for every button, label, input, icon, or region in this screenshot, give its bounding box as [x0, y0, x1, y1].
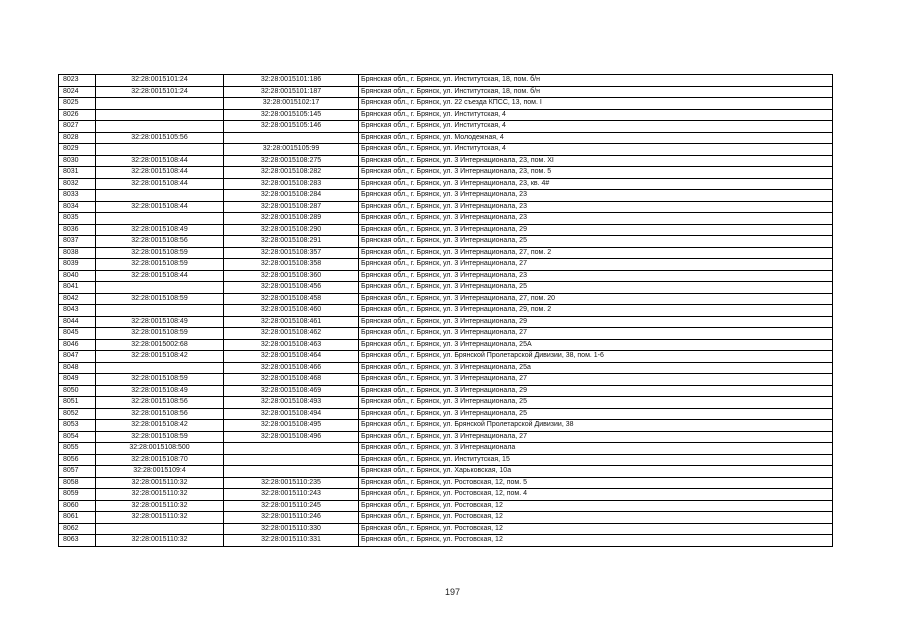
parent-cadastral-number-cell: 32:28:0015108:59: [96, 259, 224, 271]
address-cell: Брянская обл., г. Брянск, ул. Ростовская, 12, пом. 4: [359, 489, 833, 501]
address-cell: Брянская обл., г. Брянск, ул. Ростовская, 12: [359, 523, 833, 535]
parent-cadastral-number-cell: [96, 144, 224, 156]
parent-cadastral-number-cell: 32:28:0015108:59: [96, 374, 224, 386]
address-cell: Брянская обл., г. Брянск, ул. Институтская, 18, пом. б/н: [359, 86, 833, 98]
parent-cadastral-number-cell: [96, 98, 224, 110]
registry-table: [58, 74, 833, 547]
table-row: [59, 523, 833, 535]
address-cell: Брянская обл., г. Брянск, ул. 3 Интернационала, 27: [359, 328, 833, 340]
cadastral-number-cell: [224, 454, 359, 466]
table-row: [59, 443, 833, 455]
address-cell: Брянская обл., г. Брянск, ул. 3 Интернационала, 27, пом. 2: [359, 247, 833, 259]
address-cell: Брянская обл., г. Брянск, ул. 3 Интернационала, 27: [359, 431, 833, 443]
table-row: [59, 328, 833, 340]
parent-cadastral-number-cell: 32:28:0015108:49: [96, 316, 224, 328]
parent-cadastral-number-cell: [96, 213, 224, 225]
parent-cadastral-number-cell: 32:28:0015108:56: [96, 236, 224, 248]
row-number-cell: 8047: [59, 351, 96, 363]
address-cell: Брянская обл., г. Брянск, ул. Институтская, 18, пом. б/н: [359, 75, 833, 87]
cadastral-number-cell: 32:28:0015108:289: [224, 213, 359, 225]
row-number-cell: 8053: [59, 420, 96, 432]
parent-cadastral-number-cell: [96, 190, 224, 202]
row-number-cell: 8039: [59, 259, 96, 271]
row-number-cell: 8031: [59, 167, 96, 179]
table-row: [59, 86, 833, 98]
table-row: [59, 259, 833, 271]
cadastral-number-cell: 32:28:0015108:461: [224, 316, 359, 328]
parent-cadastral-number-cell: 32:28:0015108:59: [96, 247, 224, 259]
cadastral-number-cell: 32:28:0015102:17: [224, 98, 359, 110]
table-row: [59, 489, 833, 501]
table-row: [59, 155, 833, 167]
cadastral-number-cell: 32:28:0015110:245: [224, 500, 359, 512]
parent-cadastral-number-cell: 32:28:0015110:32: [96, 489, 224, 501]
cadastral-number-cell: 32:28:0015108:283: [224, 178, 359, 190]
address-cell: Брянская обл., г. Брянск, ул. Харьковская, 10а: [359, 466, 833, 478]
cadastral-number-cell: 32:28:0015108:358: [224, 259, 359, 271]
cadastral-number-cell: 32:28:0015108:494: [224, 408, 359, 420]
row-number-cell: 8062: [59, 523, 96, 535]
row-number-cell: 8044: [59, 316, 96, 328]
parent-cadastral-number-cell: 32:28:0015108:44: [96, 167, 224, 179]
address-cell: Брянская обл., г. Брянск, ул. Ростовская, 12: [359, 500, 833, 512]
cadastral-number-cell: 32:28:0015108:458: [224, 293, 359, 305]
parent-cadastral-number-cell: 32:28:0015108:42: [96, 420, 224, 432]
cadastral-number-cell: 32:28:0015108:291: [224, 236, 359, 248]
address-cell: Брянская обл., г. Брянск, ул. 3 Интернационала, 25А: [359, 339, 833, 351]
table-row: [59, 512, 833, 524]
row-number-cell: 8046: [59, 339, 96, 351]
cadastral-number-cell: 32:28:0015108:469: [224, 385, 359, 397]
address-cell: Брянская обл., г. Брянск, ул. Институтская, 4: [359, 109, 833, 121]
cadastral-number-cell: 32:28:0015108:468: [224, 374, 359, 386]
cadastral-number-cell: 32:28:0015101:187: [224, 86, 359, 98]
table-row: [59, 282, 833, 294]
cadastral-number-cell: [224, 132, 359, 144]
parent-cadastral-number-cell: 32:28:0015110:32: [96, 535, 224, 547]
table-row: [59, 397, 833, 409]
row-number-cell: 8042: [59, 293, 96, 305]
row-number-cell: 8054: [59, 431, 96, 443]
row-number-cell: 8049: [59, 374, 96, 386]
cadastral-number-cell: 32:28:0015108:460: [224, 305, 359, 317]
cadastral-number-cell: 32:28:0015108:495: [224, 420, 359, 432]
row-number-cell: 8060: [59, 500, 96, 512]
address-cell: Брянская обл., г. Брянск, ул. 3 Интернационала: [359, 443, 833, 455]
cadastral-number-cell: 32:28:0015105:146: [224, 121, 359, 133]
address-cell: Брянская обл., г. Брянск, ул. Институтская, 4: [359, 144, 833, 156]
parent-cadastral-number-cell: 32:28:0015101:24: [96, 86, 224, 98]
address-cell: Брянская обл., г. Брянск, ул. 3 Интернационала, 27: [359, 374, 833, 386]
cadastral-number-cell: 32:28:0015108:284: [224, 190, 359, 202]
row-number-cell: 8024: [59, 86, 96, 98]
address-cell: Брянская обл., г. Брянск, ул. 3 Интернационала, 23: [359, 213, 833, 225]
table-row: [59, 535, 833, 547]
cadastral-number-cell: 32:28:0015108:290: [224, 224, 359, 236]
table-row: [59, 178, 833, 190]
cadastral-number-cell: 32:28:0015110:330: [224, 523, 359, 535]
row-number-cell: 8058: [59, 477, 96, 489]
cadastral-number-cell: 32:28:0015108:287: [224, 201, 359, 213]
address-cell: Брянская обл., г. Брянск, ул. 3 Интернационала, 23, кв. 4#: [359, 178, 833, 190]
cadastral-number-cell: 32:28:0015108:282: [224, 167, 359, 179]
parent-cadastral-number-cell: [96, 121, 224, 133]
parent-cadastral-number-cell: 32:28:0015109:4: [96, 466, 224, 478]
table-row: [59, 247, 833, 259]
cadastral-number-cell: 32:28:0015110:331: [224, 535, 359, 547]
page-number: 197: [444, 587, 461, 597]
row-number-cell: 8030: [59, 155, 96, 167]
address-cell: Брянская обл., г. Брянск, ул. 3 Интернационала, 29: [359, 224, 833, 236]
parent-cadastral-number-cell: 32:28:0015108:59: [96, 293, 224, 305]
row-number-cell: 8038: [59, 247, 96, 259]
parent-cadastral-number-cell: 32:28:0015105:56: [96, 132, 224, 144]
parent-cadastral-number-cell: 32:28:0015108:56: [96, 397, 224, 409]
parent-cadastral-number-cell: 32:28:0015108:56: [96, 408, 224, 420]
row-number-cell: 8029: [59, 144, 96, 156]
table-row: [59, 339, 833, 351]
table-row: [59, 190, 833, 202]
cadastral-number-cell: 32:28:0015108:493: [224, 397, 359, 409]
row-number-cell: 8048: [59, 362, 96, 374]
parent-cadastral-number-cell: [96, 362, 224, 374]
table-row: [59, 454, 833, 466]
table-row: [59, 121, 833, 133]
parent-cadastral-number-cell: [96, 305, 224, 317]
cadastral-number-cell: 32:28:0015108:360: [224, 270, 359, 282]
row-number-cell: 8045: [59, 328, 96, 340]
row-number-cell: 8027: [59, 121, 96, 133]
table-row: [59, 500, 833, 512]
table-row: [59, 420, 833, 432]
parent-cadastral-number-cell: 32:28:0015108:59: [96, 431, 224, 443]
table-row: [59, 316, 833, 328]
row-number-cell: 8033: [59, 190, 96, 202]
cadastral-number-cell: [224, 443, 359, 455]
table-row: [59, 98, 833, 110]
cadastral-number-cell: 32:28:0015108:496: [224, 431, 359, 443]
table-row: [59, 213, 833, 225]
parent-cadastral-number-cell: 32:28:0015108:70: [96, 454, 224, 466]
row-number-cell: 8025: [59, 98, 96, 110]
cadastral-number-cell: 32:28:0015101:186: [224, 75, 359, 87]
address-cell: Брянская обл., г. Брянск, ул. 3 Интернационала, 27, пом. 20: [359, 293, 833, 305]
row-number-cell: 8051: [59, 397, 96, 409]
row-number-cell: 8023: [59, 75, 96, 87]
row-number-cell: 8028: [59, 132, 96, 144]
address-cell: Брянская обл., г. Брянск, ул. 3 Интернационала, 23: [359, 190, 833, 202]
parent-cadastral-number-cell: 32:28:0015108:42: [96, 351, 224, 363]
cadastral-number-cell: 32:28:0015110:235: [224, 477, 359, 489]
parent-cadastral-number-cell: 32:28:0015108:49: [96, 385, 224, 397]
cadastral-number-cell: 32:28:0015108:466: [224, 362, 359, 374]
address-cell: Брянская обл., г. Брянск, ул. Институтская, 4: [359, 121, 833, 133]
parent-cadastral-number-cell: 32:28:0015108:44: [96, 178, 224, 190]
cadastral-number-cell: 32:28:0015110:246: [224, 512, 359, 524]
address-cell: Брянская обл., г. Брянск, ул. 22 съезда КПСС, 13, пом. I: [359, 98, 833, 110]
parent-cadastral-number-cell: 32:28:0015110:32: [96, 512, 224, 524]
address-cell: Брянская обл., г. Брянск, ул. 3 Интернационала, 23: [359, 201, 833, 213]
address-cell: Брянская обл., г. Брянск, ул. 3 Интернационала, 25а: [359, 362, 833, 374]
address-cell: Брянская обл., г. Брянск, ул. Ростовская, 12: [359, 512, 833, 524]
address-cell: Брянская обл., г. Брянск, ул. Ростовская, 12: [359, 535, 833, 547]
address-cell: Брянская обл., г. Брянск, ул. Ростовская, 12, пом. 5: [359, 477, 833, 489]
cadastral-number-cell: 32:28:0015105:145: [224, 109, 359, 121]
table-row: [59, 385, 833, 397]
table-row: [59, 374, 833, 386]
parent-cadastral-number-cell: [96, 282, 224, 294]
parent-cadastral-number-cell: 32:28:0015108:44: [96, 201, 224, 213]
address-cell: Брянская обл., г. Брянск, ул. Брянской Пролетарской Дивизии, 38: [359, 420, 833, 432]
table-row: [59, 408, 833, 420]
cadastral-number-cell: [224, 466, 359, 478]
parent-cadastral-number-cell: 32:28:0015108:44: [96, 270, 224, 282]
parent-cadastral-number-cell: 32:28:0015108:49: [96, 224, 224, 236]
address-cell: Брянская обл., г. Брянск, ул. 3 Интернационала, 25: [359, 236, 833, 248]
table-row: [59, 351, 833, 363]
cadastral-number-cell: 32:28:0015108:357: [224, 247, 359, 259]
address-cell: Брянская обл., г. Брянск, ул. Брянской Пролетарской Дивизии, 38, пом. 1-6: [359, 351, 833, 363]
cadastral-number-cell: 32:28:0015108:464: [224, 351, 359, 363]
row-number-cell: 8057: [59, 466, 96, 478]
parent-cadastral-number-cell: [96, 523, 224, 535]
table-row: [59, 132, 833, 144]
row-number-cell: 8050: [59, 385, 96, 397]
cadastral-number-cell: 32:28:0015108:456: [224, 282, 359, 294]
parent-cadastral-number-cell: 32:28:0015110:32: [96, 500, 224, 512]
parent-cadastral-number-cell: 32:28:0015101:24: [96, 75, 224, 87]
address-cell: Брянская обл., г. Брянск, ул. 3 Интернационала, 29, пом. 2: [359, 305, 833, 317]
address-cell: Брянская обл., г. Брянск, ул. 3 Интернационала, 27: [359, 259, 833, 271]
table-row: [59, 236, 833, 248]
table-row: [59, 293, 833, 305]
address-cell: Брянская обл., г. Брянск, ул. Институтская, 15: [359, 454, 833, 466]
address-cell: Брянская обл., г. Брянск, ул. 3 Интернационала, 23, пом. 5: [359, 167, 833, 179]
row-number-cell: 8040: [59, 270, 96, 282]
table-row: [59, 109, 833, 121]
row-number-cell: 8056: [59, 454, 96, 466]
parent-cadastral-number-cell: 32:28:0015108:44: [96, 155, 224, 167]
table-row: [59, 144, 833, 156]
address-cell: Брянская обл., г. Брянск, ул. 3 Интернационала, 23: [359, 270, 833, 282]
table-row: [59, 167, 833, 179]
row-number-cell: 8034: [59, 201, 96, 213]
row-number-cell: 8041: [59, 282, 96, 294]
row-number-cell: 8055: [59, 443, 96, 455]
parent-cadastral-number-cell: 32:28:0015110:32: [96, 477, 224, 489]
address-cell: Брянская обл., г. Брянск, ул. 3 Интернационала, 25: [359, 397, 833, 409]
row-number-cell: 8059: [59, 489, 96, 501]
row-number-cell: 8063: [59, 535, 96, 547]
cadastral-number-cell: 32:28:0015110:243: [224, 489, 359, 501]
table-row: [59, 224, 833, 236]
address-cell: Брянская обл., г. Брянск, ул. 3 Интернационала, 25: [359, 282, 833, 294]
parent-cadastral-number-cell: 32:28:0015002:68: [96, 339, 224, 351]
row-number-cell: 8043: [59, 305, 96, 317]
parent-cadastral-number-cell: 32:28:0015108:59: [96, 328, 224, 340]
table-row: [59, 466, 833, 478]
table-row: [59, 201, 833, 213]
address-cell: Брянская обл., г. Брянск, ул. 3 Интернационала, 25: [359, 408, 833, 420]
cadastral-number-cell: 32:28:0015108:462: [224, 328, 359, 340]
row-number-cell: 8061: [59, 512, 96, 524]
row-number-cell: 8035: [59, 213, 96, 225]
address-cell: Брянская обл., г. Брянск, ул. Молодежная, 4: [359, 132, 833, 144]
cadastral-number-cell: 32:28:0015108:463: [224, 339, 359, 351]
table-row: [59, 362, 833, 374]
row-number-cell: 8032: [59, 178, 96, 190]
row-number-cell: 8052: [59, 408, 96, 420]
cadastral-number-cell: 32:28:0015108:275: [224, 155, 359, 167]
table-row: [59, 477, 833, 489]
row-number-cell: 8037: [59, 236, 96, 248]
address-cell: Брянская обл., г. Брянск, ул. 3 Интернационала, 29: [359, 316, 833, 328]
parent-cadastral-number-cell: 32:28:0015108:500: [96, 443, 224, 455]
address-cell: Брянская обл., г. Брянск, ул. 3 Интернационала, 23, пом. XI: [359, 155, 833, 167]
row-number-cell: 8036: [59, 224, 96, 236]
address-cell: Брянская обл., г. Брянск, ул. 3 Интернационала, 29: [359, 385, 833, 397]
row-number-cell: 8026: [59, 109, 96, 121]
table-row: [59, 431, 833, 443]
table-row: [59, 270, 833, 282]
table-row: [59, 305, 833, 317]
cadastral-number-cell: 32:28:0015105:99: [224, 144, 359, 156]
parent-cadastral-number-cell: [96, 109, 224, 121]
table-row: [59, 75, 833, 87]
